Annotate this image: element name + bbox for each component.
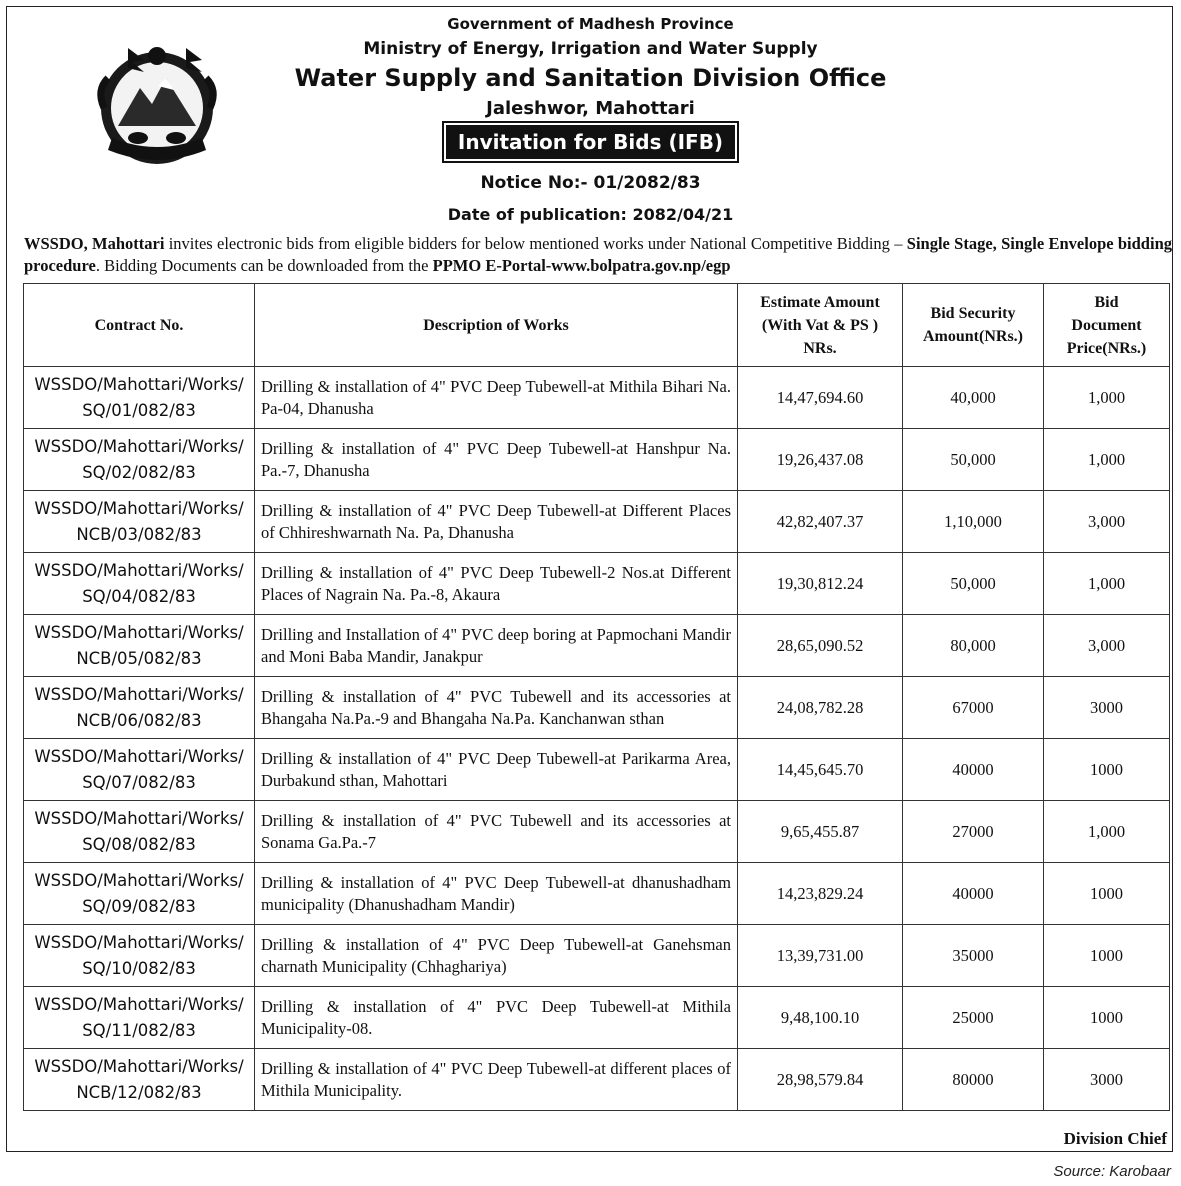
intro-paragraph — [24, 233, 1172, 277]
estimate-amount: 14,45,645.70 — [738, 739, 903, 801]
contract-no-l2: NCB/12/082/83 — [76, 1082, 202, 1102]
contract-no — [24, 677, 255, 739]
work-description: Drilling & installation of 4" PVC Deep Tubewell-at Different Places of Chhireshwarnath Na. Pa, Dhanusha — [255, 491, 738, 553]
header-price-l1: Bid — [1094, 293, 1119, 311]
contract-no-l2: SQ/04/082/83 — [82, 586, 196, 606]
contract-no-l1: WSSDO/Mahottari/Works/ — [34, 1056, 244, 1076]
header-description: Description of Works — [255, 284, 738, 367]
work-description: Drilling & installation of 4" PVC Deep Tubewell-at Hanshpur Na. Pa.-7, Dhanusha — [255, 429, 738, 491]
contract-no — [24, 987, 255, 1049]
estimate-amount: 42,82,407.37 — [738, 491, 903, 553]
contract-no — [24, 491, 255, 553]
table-row — [24, 863, 1170, 925]
work-description: Drilling & installation of 4" PVC Deep Tubewell-at Ganehsman charnath Municipality (Chhaghariya) — [255, 925, 738, 987]
estimate-amount: 14,47,694.60 — [738, 367, 903, 429]
estimate-amount: 19,26,437.08 — [738, 429, 903, 491]
work-description: Drilling and Installation of 4" PVC deep boring at Papmochani Mandir and Moni Baba Mandir, Janakpur — [255, 615, 738, 677]
contract-no-l2: SQ/07/082/83 — [82, 772, 196, 792]
intro-org: WSSDO, Mahottari — [24, 234, 165, 253]
notice-number: Notice No:- 01/2082/83 — [480, 173, 701, 193]
table-row — [24, 367, 1170, 429]
estimate-amount: 9,48,100.10 — [738, 987, 903, 1049]
table-row — [24, 925, 1170, 987]
publication-date: Date of publication: 2082/04/21 — [447, 205, 734, 224]
bids-table — [23, 283, 1170, 1111]
table-row — [24, 677, 1170, 739]
estimate-amount: 28,65,090.52 — [738, 615, 903, 677]
contract-no — [24, 801, 255, 863]
contract-no — [24, 367, 255, 429]
document-price: 1,000 — [1044, 367, 1170, 429]
contract-no — [24, 615, 255, 677]
contract-no — [24, 1049, 255, 1111]
header-estimate-l1: Estimate Amount — [760, 293, 880, 311]
contract-no-l1: WSSDO/Mahottari/Works/ — [34, 498, 244, 518]
contract-no — [24, 863, 255, 925]
bid-security: 50,000 — [903, 429, 1044, 491]
contract-no-l1: WSSDO/Mahottari/Works/ — [34, 808, 244, 828]
bid-security: 80000 — [903, 1049, 1044, 1111]
bid-security: 67000 — [903, 677, 1044, 739]
header-estimate — [738, 284, 903, 367]
document-price: 3000 — [1044, 1049, 1170, 1111]
document-price: 1,000 — [1044, 429, 1170, 491]
estimate-amount: 14,23,829.24 — [738, 863, 903, 925]
ministry-name: Ministry of Energy, Irrigation and Water Supply — [363, 39, 818, 59]
document-price: 3,000 — [1044, 615, 1170, 677]
contract-no-l1: WSSDO/Mahottari/Works/ — [34, 436, 244, 456]
work-description: Drilling & installation of 4" PVC Deep Tubewell-at Mithila Bihari Na. Pa-04, Dhanusha — [255, 367, 738, 429]
document-price: 1000 — [1044, 987, 1170, 1049]
work-description: Drilling & installation of 4" PVC Deep Tubewell-at Mithila Municipality-08. — [255, 987, 738, 1049]
contract-no-l1: WSSDO/Mahottari/Works/ — [34, 870, 244, 890]
table-row — [24, 429, 1170, 491]
header-price-l2: Document — [1071, 316, 1142, 334]
table-row — [24, 1049, 1170, 1111]
estimate-amount: 9,65,455.87 — [738, 801, 903, 863]
work-description: Drilling & installation of 4" PVC Deep Tubewell-2 Nos.at Different Places of Nagrain Na. Pa.-8, Akaura — [255, 553, 738, 615]
header-contract: Contract No. — [24, 284, 255, 367]
document-price: 1000 — [1044, 925, 1170, 987]
contract-no — [24, 553, 255, 615]
signature-title: Division Chief — [1063, 1129, 1167, 1148]
contract-no-l2: NCB/05/082/83 — [76, 648, 202, 668]
contract-no-l2: SQ/11/082/83 — [82, 1020, 196, 1040]
office-location: Jaleshwor, Mahottari — [486, 98, 695, 119]
bid-security: 1,10,000 — [903, 491, 1044, 553]
estimate-amount: 28,98,579.84 — [738, 1049, 903, 1111]
document-price: 3000 — [1044, 677, 1170, 739]
header-price-l3: Price(NRs.) — [1066, 339, 1147, 357]
header-security-l1: Bid Security — [930, 305, 1016, 322]
bid-security: 40,000 — [903, 367, 1044, 429]
contract-no — [24, 429, 255, 491]
contract-no-l1: WSSDO/Mahottari/Works/ — [34, 932, 244, 952]
bid-security: 80,000 — [903, 615, 1044, 677]
document-price: 3,000 — [1044, 491, 1170, 553]
ifb-title-wrap — [0, 125, 1181, 159]
bid-security: 27000 — [903, 801, 1044, 863]
work-description: Drilling & installation of 4" PVC Tubewell and its accessories at Bhangaha Na.Pa.-9 and Bhangaha Na.Pa. Kanchanwan sthan — [255, 677, 738, 739]
contract-no — [24, 739, 255, 801]
ifb-title: Invitation for Bids (IFB) — [446, 125, 735, 159]
header-estimate-l3: NRs. — [803, 339, 837, 357]
document-price: 1,000 — [1044, 553, 1170, 615]
contract-no-l1: WSSDO/Mahottari/Works/ — [34, 994, 244, 1014]
contract-no-l2: NCB/03/082/83 — [76, 524, 202, 544]
table-row — [24, 739, 1170, 801]
work-description: Drilling & installation of 4" PVC Deep Tubewell-at dhanushadham municipality (Dhanushadham Mandir) — [255, 863, 738, 925]
work-description: Drilling & installation of 4" PVC Tubewell and its accessories at Sonama Ga.Pa.-7 — [255, 801, 738, 863]
contract-no-l2: SQ/02/082/83 — [82, 462, 196, 482]
table-row — [24, 987, 1170, 1049]
header-security — [903, 284, 1044, 367]
document-price: 1000 — [1044, 863, 1170, 925]
contract-no-l2: SQ/09/082/83 — [82, 896, 196, 916]
estimate-amount: 19,30,812.24 — [738, 553, 903, 615]
office-name: Water Supply and Sanitation Division Office — [294, 64, 887, 92]
contract-no-l2: SQ/10/082/83 — [82, 958, 196, 978]
table-header-row — [24, 284, 1170, 367]
intro-portal: PPMO E-Portal-www.bolpatra.gov.np/egp — [432, 256, 731, 275]
work-description: Drilling & installation of 4" PVC Deep Tubewell-at different places of Mithila Municipality. — [255, 1049, 738, 1111]
bid-security: 35000 — [903, 925, 1044, 987]
header-estimate-l2: (With Vat & PS ) — [761, 316, 879, 334]
contract-no-l2: SQ/08/082/83 — [82, 834, 196, 854]
contract-no-l2: NCB/06/082/83 — [76, 710, 202, 730]
government-name: Government of Madhesh Province — [447, 15, 734, 33]
table-row — [24, 615, 1170, 677]
document-price: 1,000 — [1044, 801, 1170, 863]
contract-no — [24, 925, 255, 987]
contract-no-l1: WSSDO/Mahottari/Works/ — [34, 746, 244, 766]
table-row — [24, 553, 1170, 615]
source-credit: Source: Karobaar — [1053, 1163, 1171, 1180]
table-row — [24, 801, 1170, 863]
bid-security: 40000 — [903, 863, 1044, 925]
estimate-amount: 13,39,731.00 — [738, 925, 903, 987]
bid-security: 50,000 — [903, 553, 1044, 615]
bid-security: 25000 — [903, 987, 1044, 1049]
bid-security: 40000 — [903, 739, 1044, 801]
work-description: Drilling & installation of 4" PVC Deep Tubewell-at Parikarma Area, Durbakund sthan, Mahottari — [255, 739, 738, 801]
contract-no-l1: WSSDO/Mahottari/Works/ — [34, 374, 244, 394]
estimate-amount: 24,08,782.28 — [738, 677, 903, 739]
intro-text-2: . Bidding Documents can be downloaded from the — [95, 256, 433, 275]
contract-no-l1: WSSDO/Mahottari/Works/ — [34, 560, 244, 580]
intro-procedure: Single Stage, Single Envelope bidding procedure — [24, 234, 1172, 275]
table-row — [24, 491, 1170, 553]
header-security-l2: Amount(NRs.) — [923, 328, 1023, 345]
contract-no-l2: SQ/01/082/83 — [82, 400, 196, 420]
header-price — [1044, 284, 1170, 367]
contract-no-l1: WSSDO/Mahottari/Works/ — [34, 622, 244, 642]
contract-no-l1: WSSDO/Mahottari/Works/ — [34, 684, 244, 704]
document-price: 1000 — [1044, 739, 1170, 801]
intro-text-1: invites electronic bids from eligible bidders for below mentioned works under National Competitive Bidding – — [164, 234, 907, 253]
